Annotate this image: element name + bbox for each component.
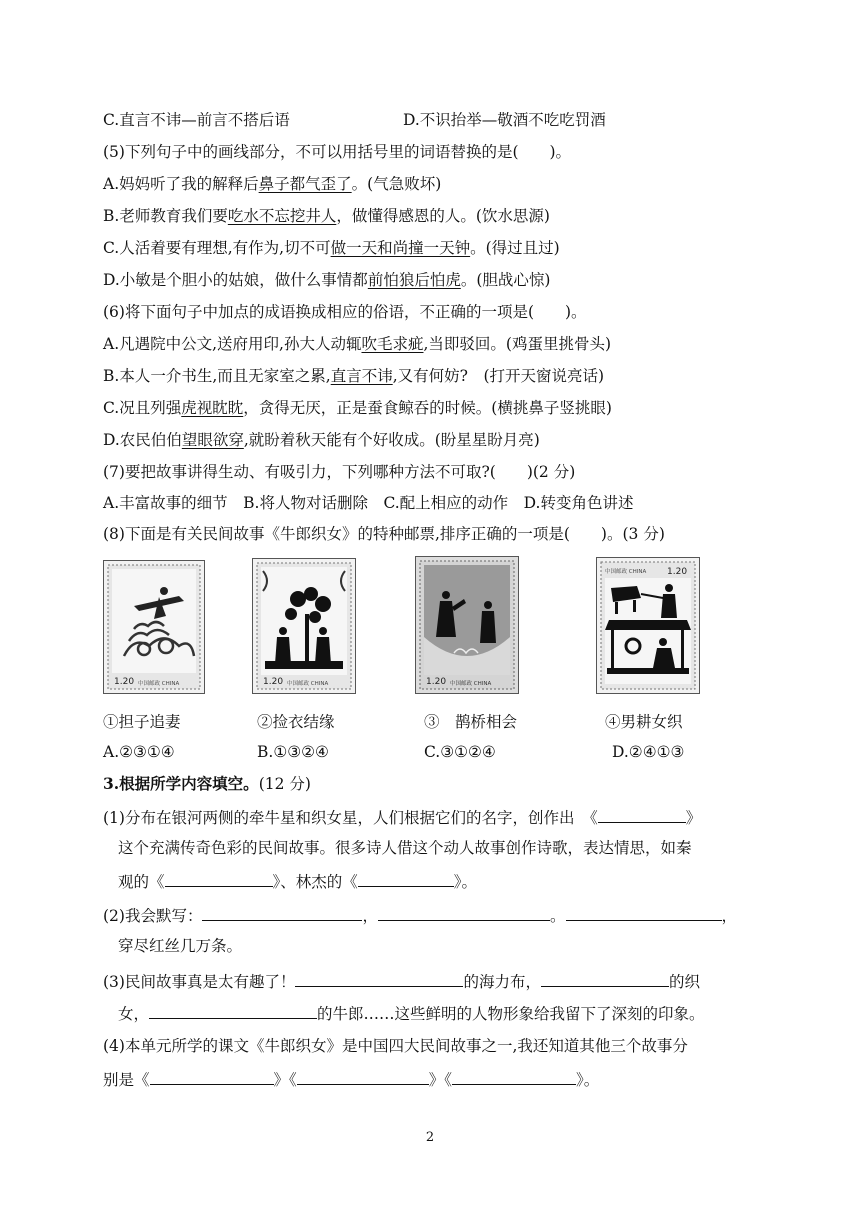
q5-option-c: C.人活着要有理想,有作为,切不可做一天和尚撞一天钟。(得过且过) <box>103 239 560 257</box>
stamp-1-caption: ①担子追妻 <box>103 713 181 731</box>
stamp-2-country: 中国邮政 CHINA <box>287 681 329 687</box>
q6-stem: (6)将下面句子中加点的成语换成相应的俗语，不正确的一项是( )。 <box>103 303 587 321</box>
section-3-heading: 3.根据所学内容填空。(12 分) <box>103 774 311 793</box>
q7-stem: (7)要把故事讲得生动、有吸引力，下列哪种方法不可取?( )(2 分) <box>103 463 576 481</box>
stamp-2-price: 1.20 <box>263 677 284 687</box>
s3-q2-blank-2[interactable] <box>378 904 550 921</box>
s3-q3-blank-1[interactable] <box>295 970 463 987</box>
s3-q4-blank-1[interactable] <box>150 1068 274 1085</box>
s3-q1-blank-title[interactable] <box>598 806 686 823</box>
s3-q3-line1: (3)民间故事真是太有趣了！ 的海力布， 的织 <box>103 970 700 992</box>
q8-answer-c: C.③①②④ <box>424 743 496 761</box>
s3-q4-blank-3[interactable] <box>452 1068 576 1085</box>
s3-q2-line1: (2)我会默写： ， 。 ， <box>103 904 737 926</box>
q5-stem: (5)下列句子中的画线部分，不可以用括号里的词语替换的是( )。 <box>103 143 572 161</box>
q8-answer-d: D.②④①③ <box>612 743 685 761</box>
stamp-2-caption: ②捡衣结缘 <box>257 713 335 731</box>
s3-q3-line2: 女， 的牛郎……这些鲜明的人物形象给我留下了深刻的印象。 <box>118 1002 705 1024</box>
q6-option-c: C.况且列强虎视眈眈，贪得无厌，正是蚕食鲸吞的时候。(横挑鼻子竖挑眼) <box>103 399 612 417</box>
stamp-1-image <box>103 560 205 694</box>
stamp-1-price: 1.20 <box>114 677 135 687</box>
q5-option-d: D.小敏是个胆小的姑娘，做什么事情都前怕狼后怕虎。(胆战心惊) <box>103 271 551 289</box>
q4-option-c: C.直言不讳—前言不搭后语 <box>103 111 290 129</box>
s3-q1-line3: 观的《 》、林杰的《 》。 <box>118 870 477 892</box>
stamp-3-caption: ③ 鹊桥相会 <box>424 713 518 731</box>
s3-q1-line1: (1)分布在银河两侧的牵牛星和织女星，人们根据它们的名字，创作出 《 》 <box>103 806 701 828</box>
q5-option-b: B.老师教育我们要吃水不忘挖井人，做懂得感恩的人。(饮水思源) <box>103 207 550 225</box>
s3-q2-line2: 穿尽红丝几万条。 <box>118 937 243 955</box>
page-number: 2 <box>425 1130 435 1145</box>
q8-answer-a: A.②③①④ <box>103 743 175 761</box>
q6-option-b: B.本人一介书生,而且无家室之累,直言不讳,又有何妨? (打开天窗说亮话) <box>103 367 605 385</box>
s3-q3-blank-2[interactable] <box>541 970 669 987</box>
stamp-3-country: 中国邮政 CHINA <box>450 681 492 687</box>
s3-q4-line1: (4)本单元所学的课文《牛郎织女》是中国四大民间故事之一,我还知道其他三个故事分 <box>103 1037 688 1055</box>
stamp-4-image <box>596 557 700 694</box>
stamp-4-caption: ④男耕女织 <box>605 713 683 731</box>
stamp-3-image <box>415 556 519 694</box>
q8-answer-b: B.①③②④ <box>257 743 329 761</box>
s3-q3-blank-3[interactable] <box>149 1002 317 1019</box>
s3-q2-blank-1[interactable] <box>202 904 362 921</box>
s3-q4-blank-2[interactable] <box>297 1068 429 1085</box>
s3-q2-blank-3[interactable] <box>566 904 722 921</box>
q6-option-d: D.农民伯伯望眼欲穿,就盼着秋天能有个好收成。(盼星星盼月亮) <box>103 431 540 449</box>
stamp-4-price: 1.20 <box>667 567 688 577</box>
s3-q1-blank-linjie[interactable] <box>358 870 454 887</box>
s3-q4-line2: 别是《 》《 》《 》。 <box>103 1068 599 1090</box>
q4-option-d: D.不识抬举—敬酒不吃吃罚酒 <box>403 111 606 129</box>
q5-option-a: A.妈妈听了我的解释后鼻子都气歪了。(气急败坏) <box>103 175 442 193</box>
stamp-2-image <box>252 558 356 694</box>
q8-stem: (8)下面是有关民间故事《牛郎织女》的特种邮票,排序正确的一项是( )。(3 分) <box>103 525 665 543</box>
q7-options: A.丰富故事的细节 B.将人物对话删除 C.配上相应的动作 D.转变角色讲述 <box>103 494 634 512</box>
stamp-4-country: 中国邮政 CHINA <box>605 569 647 575</box>
s3-q1-line2: 这个充满传奇色彩的民间故事。很多诗人借这个动人故事创作诗歌，表达情思，如秦 <box>118 839 692 857</box>
q6-option-a: A.凡遇院中公文,送府用印,孙大人动辄吹毛求疵,当即驳回。(鸡蛋里挑骨头) <box>103 335 612 353</box>
stamp-3-price: 1.20 <box>426 677 447 687</box>
stamp-1-country: 中国邮政 CHINA <box>138 681 180 687</box>
s3-q1-blank-qinguan[interactable] <box>165 870 273 887</box>
